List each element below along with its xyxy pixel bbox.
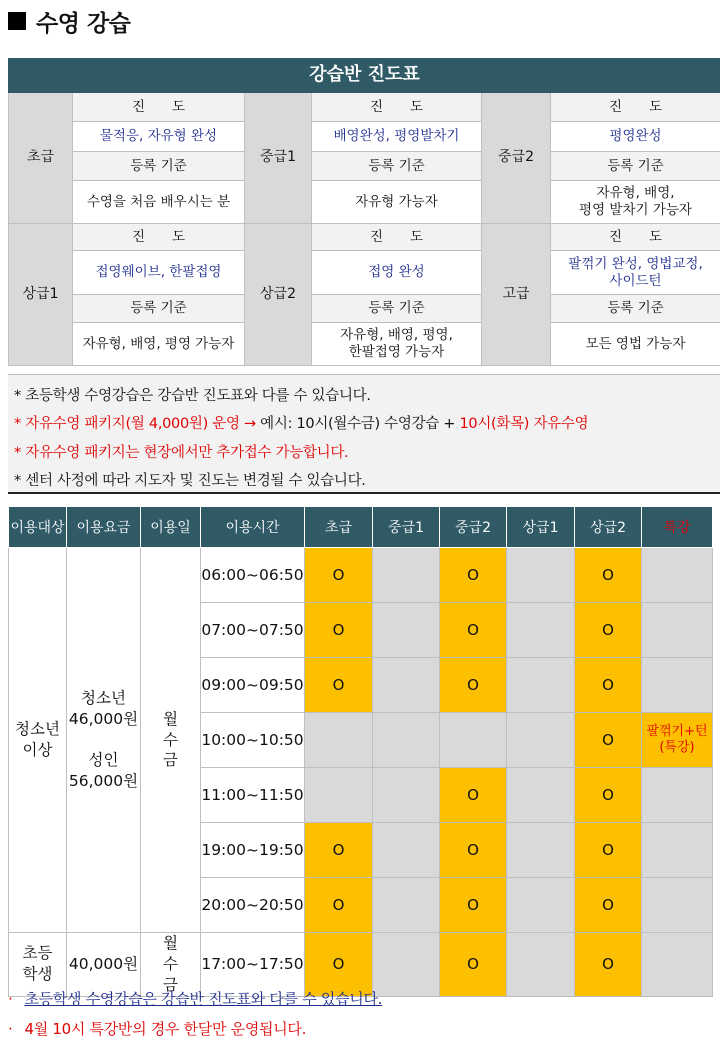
class-empty-cell bbox=[642, 768, 713, 823]
class-empty-cell bbox=[507, 548, 575, 603]
class-available-cell: O bbox=[305, 878, 373, 933]
note-3: * 자유수영 패키지는 현장에서만 추가접수 가능합니다. bbox=[14, 445, 349, 461]
class-available-cell: O bbox=[305, 933, 373, 997]
level-name: 중급1 bbox=[245, 93, 312, 224]
note-4: * 센터 사정에 따라 지도자 및 진도는 변경될 수 있습니다. bbox=[14, 473, 366, 489]
footer-note-1: · 초등학생 수영강습은 강습반 진도표와 다를 수 있습니다. bbox=[8, 990, 383, 1008]
time-cell: 06:00~06:50 bbox=[201, 548, 305, 603]
col-level: 중급2 bbox=[440, 507, 507, 548]
time-cell: 07:00~07:50 bbox=[201, 603, 305, 658]
level-progress: 물적응, 자유형 완성 bbox=[73, 122, 245, 152]
class-available-cell: O bbox=[575, 878, 642, 933]
col-time: 이용시간 bbox=[201, 507, 305, 548]
class-empty-cell bbox=[507, 603, 575, 658]
class-available-cell: O bbox=[575, 933, 642, 997]
class-available-cell: O bbox=[305, 548, 373, 603]
time-cell: 10:00~10:50 bbox=[201, 713, 305, 768]
schedule-body bbox=[9, 548, 713, 997]
class-empty-cell bbox=[642, 603, 713, 658]
col-level: 초급 bbox=[305, 507, 373, 548]
register-label: 등록 기준 bbox=[73, 295, 245, 323]
schedule-header-row bbox=[9, 507, 713, 548]
class-available-cell: O bbox=[440, 603, 507, 658]
class-available-cell: O bbox=[305, 603, 373, 658]
schedule-row bbox=[9, 933, 713, 997]
level-progress: 접영웨이브, 한팔접영 bbox=[73, 251, 245, 295]
level-name: 상급2 bbox=[245, 224, 312, 366]
level-progress: 접영 완성 bbox=[312, 251, 482, 295]
register-label: 등록 기준 bbox=[312, 152, 482, 181]
class-empty-cell bbox=[373, 768, 440, 823]
note-2: * 자유수영 패키지(월 4,000원) 운영 → 예시: 10시(월수금) 수영강습 + 10시(화목) 자유수영 bbox=[14, 416, 589, 432]
class-empty-cell bbox=[440, 713, 507, 768]
class-empty-cell bbox=[642, 823, 713, 878]
time-cell: 17:00~17:50 bbox=[201, 933, 305, 997]
register-label: 등록 기준 bbox=[551, 295, 720, 323]
progress-label: 진 도 bbox=[73, 224, 245, 251]
fee-cell bbox=[67, 548, 141, 933]
class-empty-cell bbox=[642, 878, 713, 933]
page-title-text: 수영 강습 bbox=[36, 10, 131, 37]
level-register: 수영을 처음 배우시는 분 bbox=[73, 181, 245, 224]
col-days: 이용일 bbox=[141, 507, 201, 548]
class-available-cell: O bbox=[575, 658, 642, 713]
level-register bbox=[312, 323, 482, 366]
level-progress: 평영완성 bbox=[551, 122, 720, 152]
class-available-cell: O bbox=[440, 768, 507, 823]
days-cell bbox=[141, 933, 201, 997]
class-empty-cell bbox=[373, 603, 440, 658]
schedule-table bbox=[8, 506, 713, 997]
days-cell-line: 금 bbox=[163, 975, 178, 994]
days-cell-line: 월 bbox=[163, 709, 178, 728]
level-name: 초급 bbox=[9, 93, 73, 224]
target-cell-line: 청소년 bbox=[15, 720, 60, 739]
class-available-cell: O bbox=[440, 933, 507, 997]
class-empty-cell bbox=[507, 823, 575, 878]
class-available-cell: O bbox=[305, 658, 373, 713]
level-progress: 배영완성, 평영발차기 bbox=[312, 122, 482, 152]
page-title bbox=[8, 4, 130, 38]
schedule-row bbox=[9, 548, 713, 603]
target-cell bbox=[9, 548, 67, 933]
class-empty-cell bbox=[305, 713, 373, 768]
class-available-cell: O bbox=[575, 713, 642, 768]
days-cell-line: 수 bbox=[163, 730, 178, 749]
class-empty-cell bbox=[642, 933, 713, 997]
days-cell bbox=[141, 548, 201, 933]
register-label: 등록 기준 bbox=[73, 152, 245, 181]
fee-cell-line: 성인 bbox=[88, 751, 119, 769]
target-cell-line: 학생 bbox=[22, 965, 53, 984]
level-name: 고급 bbox=[482, 224, 551, 366]
days-cell-line: 금 bbox=[163, 751, 178, 770]
class-available-cell: O bbox=[575, 603, 642, 658]
class-available-cell: O bbox=[575, 823, 642, 878]
days-cell-line: 수 bbox=[163, 954, 178, 973]
progress-table bbox=[8, 58, 720, 366]
col-special: 특강 bbox=[642, 507, 713, 548]
progress-label: 진 도 bbox=[312, 93, 482, 122]
target-cell-line: 이상 bbox=[22, 741, 53, 759]
class-empty-cell bbox=[305, 768, 373, 823]
register-line: 한팔접영 가능자 bbox=[348, 344, 445, 360]
target-cell-line: 초등 bbox=[22, 944, 53, 963]
fee-cell-line: 청소년 bbox=[81, 689, 126, 708]
progress-label: 진 도 bbox=[551, 93, 720, 122]
register-line: 자유형, 배영, bbox=[596, 185, 675, 202]
level-register: 모든 영법 가능자 bbox=[551, 323, 720, 366]
col-level: 상급2 bbox=[575, 507, 642, 548]
days-cell-line: 월 bbox=[163, 934, 178, 952]
register-label: 등록 기준 bbox=[312, 295, 482, 323]
time-cell: 20:00~20:50 bbox=[201, 878, 305, 933]
time-cell: 19:00~19:50 bbox=[201, 823, 305, 878]
register-line: 자유형, 배영, 평영, bbox=[340, 327, 453, 344]
col-target: 이용대상 bbox=[9, 507, 67, 548]
class-available-cell: O bbox=[575, 548, 642, 603]
class-empty-cell bbox=[373, 658, 440, 713]
fee-cell-line bbox=[67, 730, 140, 750]
class-empty-cell bbox=[373, 933, 440, 997]
special-class-cell: 팔꺾기+턴 (특강) bbox=[642, 713, 713, 768]
progress-label: 진 도 bbox=[312, 224, 482, 251]
col-level: 중급1 bbox=[373, 507, 440, 548]
time-cell: 09:00~09:50 bbox=[201, 658, 305, 713]
fee-cell-line: 46,000원 bbox=[68, 710, 139, 729]
class-empty-cell bbox=[507, 768, 575, 823]
class-available-cell: O bbox=[440, 658, 507, 713]
class-empty-cell bbox=[373, 823, 440, 878]
col-level: 상급1 bbox=[507, 507, 575, 548]
progress-label: 진 도 bbox=[551, 224, 720, 251]
class-available-cell: O bbox=[575, 768, 642, 823]
class-available-cell: O bbox=[305, 823, 373, 878]
level-register bbox=[551, 181, 720, 224]
level-register: 자유형, 배영, 평영 가능자 bbox=[73, 323, 245, 366]
class-empty-cell bbox=[507, 658, 575, 713]
footer-note-2: · 4월 10시 특강반의 경우 한달만 운영됩니다. bbox=[8, 1020, 307, 1038]
class-empty-cell bbox=[507, 713, 575, 768]
class-empty-cell bbox=[642, 548, 713, 603]
fee-cell bbox=[67, 933, 141, 997]
target-cell bbox=[9, 933, 67, 997]
time-cell: 11:00~11:50 bbox=[201, 768, 305, 823]
fee-cell-line: 40,000원 bbox=[68, 954, 139, 973]
class-empty-cell bbox=[373, 548, 440, 603]
class-available-cell: O bbox=[440, 823, 507, 878]
fee-cell-line: 56,000원 bbox=[68, 771, 139, 790]
class-available-cell: O bbox=[440, 878, 507, 933]
class-available-cell: O bbox=[440, 548, 507, 603]
progress-label: 진 도 bbox=[73, 93, 245, 122]
class-empty-cell bbox=[373, 713, 440, 768]
class-empty-cell bbox=[642, 658, 713, 713]
register-label: 등록 기준 bbox=[551, 152, 720, 181]
progress-line: 사이드턴 bbox=[609, 272, 662, 289]
class-empty-cell bbox=[373, 878, 440, 933]
level-register: 자유형 가능자 bbox=[312, 181, 482, 224]
progress-line: 팔꺾기 완성, 영법교정, bbox=[568, 255, 703, 272]
level-name: 중급2 bbox=[482, 93, 551, 224]
col-fee: 이용요금 bbox=[67, 507, 141, 548]
level-name: 상급1 bbox=[9, 224, 73, 366]
note-1: * 초등학생 수영강습은 강습반 진도표와 다를 수 있습니다. bbox=[14, 388, 371, 404]
progress-table-header: 강습반 진도표 bbox=[9, 59, 720, 93]
class-empty-cell bbox=[507, 933, 575, 997]
notes-box bbox=[8, 374, 720, 494]
class-empty-cell bbox=[507, 878, 575, 933]
register-line: 평영 발차기 가능자 bbox=[579, 202, 692, 218]
level-progress bbox=[551, 251, 720, 295]
square-bullet-icon bbox=[8, 12, 26, 30]
